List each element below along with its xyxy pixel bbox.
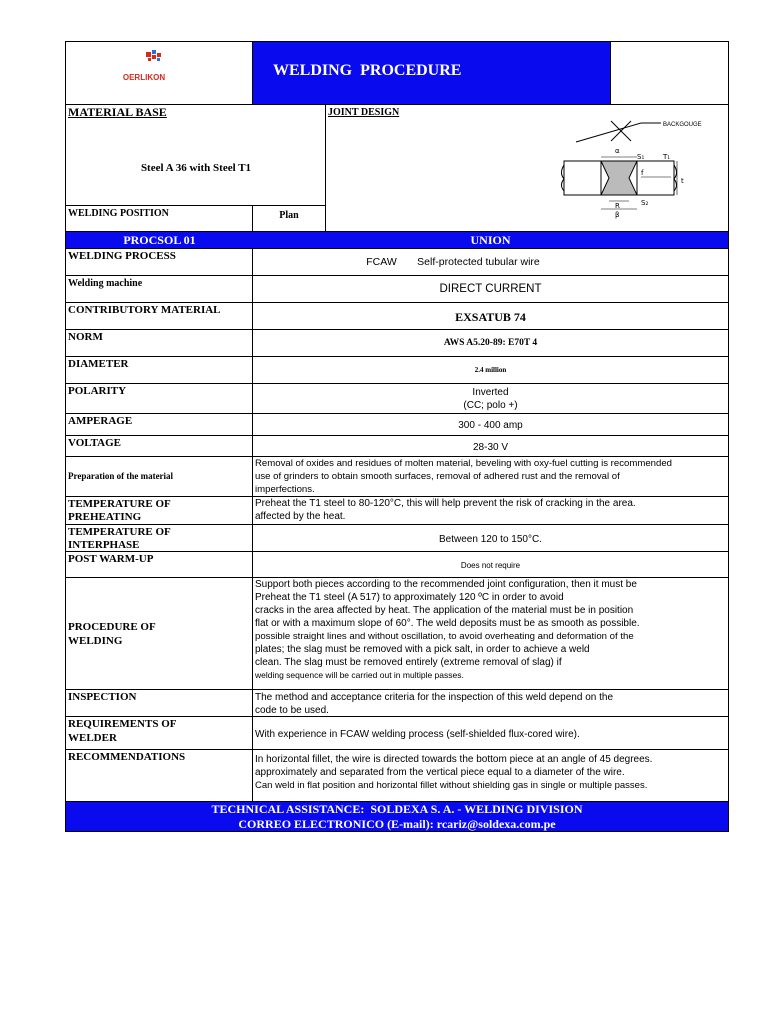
norm-label: NORM (68, 331, 103, 343)
row-diameter (66, 356, 728, 383)
mark-s2: S₂ (641, 199, 649, 207)
joint-design-cell (326, 105, 728, 231)
page-title: WELDING PROCEDURE (273, 62, 462, 79)
polarity-label: POLARITY (68, 385, 127, 397)
row-polarity (66, 383, 728, 413)
welding-position-value: Plan (279, 210, 299, 221)
recommendations-line-2: approximately and separated from the vertical piece equal to a diameter of the wire. (255, 767, 625, 778)
interphase-label-line2: INTERPHASE (68, 539, 140, 551)
post-warmup-value: Does not require (460, 561, 521, 570)
welding-position-value-cell (253, 205, 326, 231)
logo-cell (66, 42, 253, 105)
welding-position-label-cell (66, 205, 253, 231)
footer-line-1: TECHNICAL ASSISTANCE: SOLDEXA S. A. - WELDING DIVISION (211, 802, 583, 816)
procedure-line-8: welding sequence will be carried out in multiple passes. (255, 670, 464, 680)
row-norm (66, 329, 728, 356)
amperage-label: AMPERAGE (68, 415, 133, 427)
voltage-value: 28-30 V (472, 442, 509, 453)
post-warmup-label: POST WARM-UP (68, 553, 154, 565)
material-base-label: MATERIAL BASE (68, 105, 167, 119)
row-contributory-material (66, 302, 728, 329)
welding-machine-label: Welding machine (68, 278, 143, 289)
contributory-material-value: EXSATUB 74 (455, 310, 526, 324)
preparation-line-3: imperfections. (255, 484, 315, 495)
welding-position-label: WELDING POSITION (68, 208, 169, 219)
welding-machine-value: DIRECT CURRENT (439, 283, 542, 295)
preheating-line-1: Preheat the T1 steel to 80-120°C, this will help prevent the risk of cracking in the area. (255, 498, 636, 509)
procedure-line-3: cracks in the area affected by heat. The application of the material must be in position (255, 605, 634, 616)
procedure-line-2: Preheat the T1 steel (A 517) to approximately 120 ºC in order to avoid (255, 592, 564, 603)
preheating-label-line2: PREHEATING (68, 511, 142, 523)
mark-s1: S₁ (637, 153, 645, 161)
inspection-label: INSPECTION (68, 691, 137, 703)
mark-r: R (615, 202, 620, 210)
row-interphase (66, 524, 728, 551)
mark-beta: β (615, 211, 620, 219)
row-recommendations (66, 749, 728, 801)
requirements-value: With experience in FCAW welding process (self-shielded flux-cored wire). (255, 729, 580, 740)
procedure-label-line1: PROCEDURE OF (68, 621, 156, 633)
joint-design-diagram-icon (491, 113, 731, 223)
row-inspection (66, 689, 728, 716)
procedure-line-5: possible straight lines and without oscillation, to avoid overheating and deformation of the (255, 631, 634, 642)
footer-bar (66, 801, 728, 831)
row-welding-process (66, 248, 728, 275)
amperage-value: 300 - 400 amp (458, 420, 523, 431)
row-preparation (66, 456, 728, 496)
voltage-label: VOLTAGE (68, 437, 121, 449)
mark-t1: T₁ (663, 153, 671, 161)
section-bar-right: UNION (470, 233, 511, 247)
section-bar-left: PROCSOL 01 (123, 233, 196, 247)
row-welding-machine (66, 275, 728, 302)
requirements-label-line2: WELDER (68, 732, 117, 744)
row-voltage (66, 435, 728, 456)
welding-procedure-sheet (65, 41, 729, 832)
procedure-line-4: flat or with a maximum slope of 60°. The weld deposits must be as smooth as possible. (255, 618, 640, 629)
header-blank-cell (610, 42, 728, 105)
polarity-line2: (CC; polo +) (463, 400, 518, 411)
procedure-line-1: Support both pieces according to the recommended joint configuration, then it must be (255, 579, 637, 590)
row-post-warmup (66, 551, 728, 577)
interphase-value: Between 120 to 150°C. (439, 534, 542, 545)
contributory-material-label: CONTRIBUTORY MATERIAL (68, 304, 221, 316)
section-bar (66, 231, 728, 248)
diameter-value: 2.4 million (474, 366, 507, 374)
recommendations-line-1: In horizontal fillet, the wire is directed towards the bottom piece at an angle of 45 degrees. (255, 754, 653, 765)
material-base-cell (66, 105, 326, 205)
header-title-block (253, 42, 610, 105)
joint-design-label: JOINT DESIGN (328, 107, 400, 118)
footer-line-2: CORREO ELECTRONICO (E-mail): rcariz@soldexa.com.pe (238, 817, 556, 831)
inspection-line-2: code to be used. (255, 705, 329, 716)
procedure-label-line2: WELDING (68, 635, 123, 647)
polarity-line1: Inverted (472, 387, 509, 398)
inspection-line-1: The method and acceptance criteria for the inspection of this weld depend on the (255, 692, 614, 703)
logo-text: OERLIKON (122, 73, 166, 82)
row-amperage (66, 413, 728, 435)
welding-process-value: FCAW Self-protected tubular wire (366, 256, 540, 268)
preheating-label-line1: TEMPERATURE OF (68, 498, 171, 510)
procedure-line-7: clean. The slag must be removed entirely (extreme removal of slag) if (255, 657, 562, 668)
preparation-line-1: Removal of oxides and residues of molten material, beveling with oxy-fuel cutting is recommended (255, 458, 673, 469)
preheating-line-2: affected by the heat. (255, 511, 346, 522)
recommendations-label: RECOMMENDATIONS (68, 751, 186, 763)
welding-process-label: WELDING PROCESS (68, 250, 176, 262)
mark-alpha: α (615, 147, 620, 155)
backgouge-text: BACKGOUGE (663, 122, 702, 128)
recommendations-line-3: Can weld in flat position and horizontal fillet without shielding gas in single or multiple passes. (255, 780, 648, 791)
requirements-label-line1: REQUIREMENTS OF (68, 718, 177, 730)
interphase-label-line1: TEMPERATURE OF (68, 526, 171, 538)
norm-value: AWS A5.20-89: E70T 4 (443, 338, 538, 348)
mark-f: f (641, 169, 644, 177)
row-requirements (66, 716, 728, 749)
mark-t: t (681, 177, 684, 185)
row-preheating (66, 496, 728, 524)
procedure-line-6: plates; the slag must be removed with a pick salt, in order to achieve a weld (255, 644, 590, 655)
diameter-label: DIAMETER (68, 358, 129, 370)
preparation-line-2: use of grinders to obtain smooth surfaces, removal of adhered rust and the removal of (255, 471, 620, 482)
material-base-value: Steel A 36 with Steel T1 (140, 162, 252, 174)
row-procedure (66, 577, 728, 689)
preparation-label: Preparation of the material (68, 471, 174, 481)
